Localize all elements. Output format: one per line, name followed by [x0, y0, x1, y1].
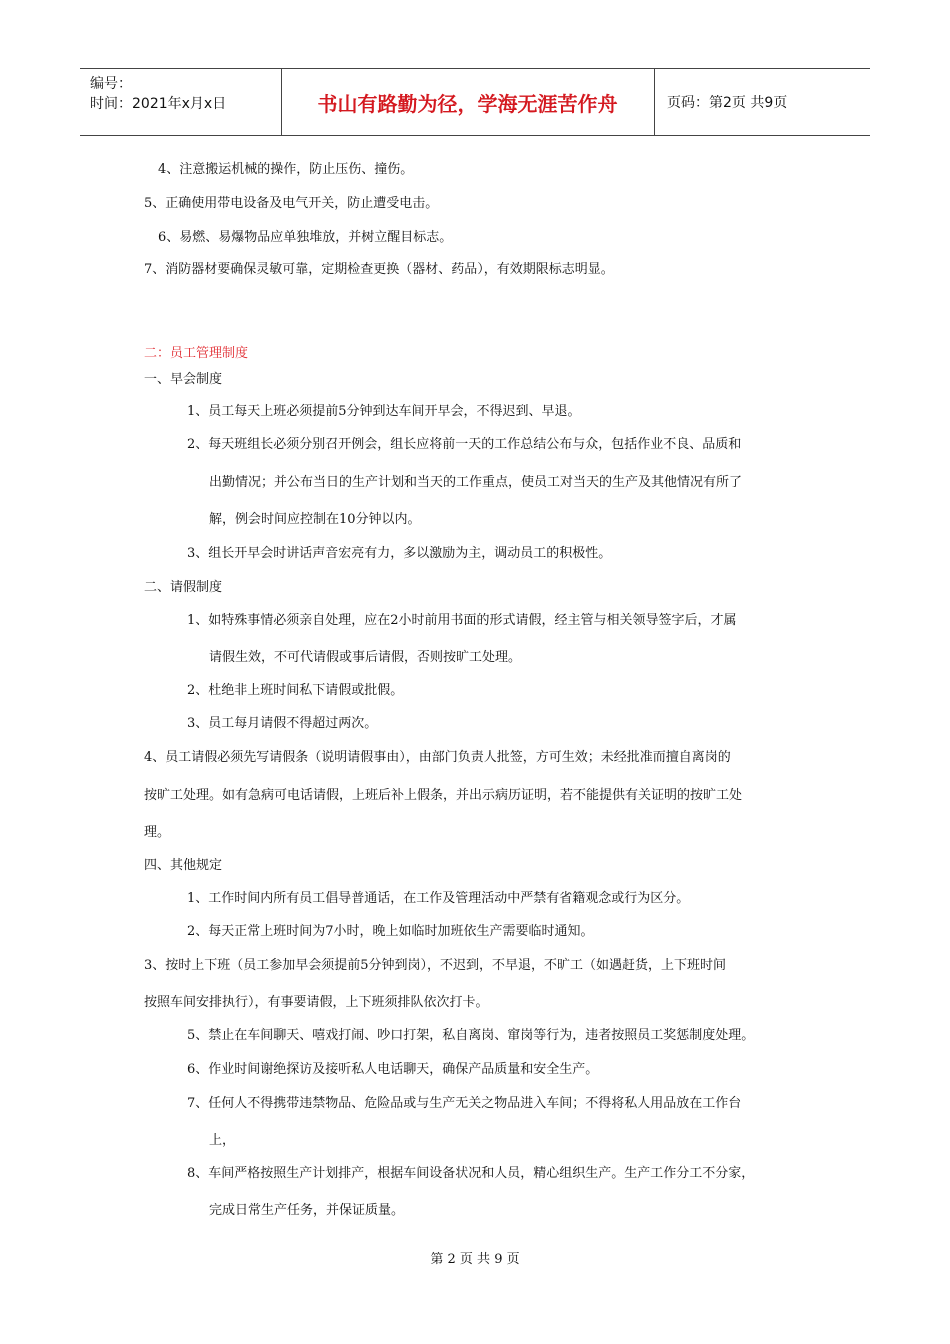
page-footer: 第 2 页 共 9 页 — [430, 1252, 520, 1267]
body-line: 3、按时上下班（员工参加早会须提前5分钟到岗），不迟到，不早退，不旷工（如遇赶货，上下班时间 — [144, 958, 727, 973]
body-line: 完成日常生产任务，并保证质量。 — [209, 1203, 405, 1218]
body-line: 理。 — [144, 825, 171, 840]
body-line: 7、消防器材要确保灵敏可靠，定期检查更换（器材、药品），有效期限标志明显。 — [144, 262, 614, 277]
header-page-code: 页码：第2页 共9页 — [667, 95, 788, 111]
body-line: 按照车间安排执行），有事要请假，上下班须排队依次打卡。 — [144, 995, 489, 1010]
body-line: 2、每天班组长必须分别召开例会，组长应将前一天的工作总结公布与众，包括作业不良、品质和 — [187, 437, 742, 452]
body-line: 2、每天正常上班时间为7小时，晚上如临时加班依生产需要临时通知。 — [187, 924, 594, 939]
section-heading: 二：员工管理制度 — [144, 346, 249, 361]
page-header — [80, 68, 870, 136]
body-line: 3、组长开早会时讲话声音宏亮有力，多以激励为主，调动员工的积极性。 — [187, 546, 612, 561]
document-number-label: 编号： — [90, 76, 132, 92]
document-time-label: 时间：2021年x月x日 — [90, 96, 227, 112]
header-motto: 书山有路勤为径，学海无涯苦作舟 — [317, 91, 618, 116]
body-line: 请假生效，不可代请假或事后请假，否则按旷工处理。 — [209, 650, 522, 665]
subsection-heading: 四、其他规定 — [144, 858, 223, 873]
header-page-cell — [655, 69, 870, 135]
body-line: 上， — [209, 1133, 236, 1148]
body-line: 2、杜绝非上班时间私下请假或批假。 — [187, 683, 404, 698]
body-line: 按旷工处理。如有急病可电话请假，上班后补上假条，并出示病历证明，若不能提供有关证明的按旷工处 — [144, 788, 743, 803]
body-line: 8、车间严格按照生产计划排产，根据车间设备状况和人员，精心组织生产。生产工作分工不分家， — [187, 1166, 755, 1181]
subsection-heading: 二、请假制度 — [144, 580, 223, 595]
body-line: 5、正确使用带电设备及电气开关，防止遭受电击。 — [144, 196, 439, 211]
body-line: 3、员工每月请假不得超过两次。 — [187, 716, 378, 731]
subsection-heading: 一、早会制度 — [144, 372, 223, 387]
body-line: 4、注意搬运机械的操作，防止压伤、撞伤。 — [158, 162, 414, 177]
body-line: 解，例会时间应控制在10分钟以内。 — [209, 512, 421, 527]
body-line: 6、作业时间谢绝探访及接听私人电话聊天，确保产品质量和安全生产。 — [187, 1062, 599, 1077]
header-left-cell — [80, 69, 282, 135]
body-line: 1、如特殊事情必须亲自处理，应在2小时前用书面的形式请假，经主管与相关领导签字后，才属 — [187, 613, 737, 628]
body-line: 5、禁止在车间聊天、嘻戏打闹、吵口打架，私自离岗、窜岗等行为，违者按照员工奖惩制度处理。 — [187, 1028, 755, 1043]
body-line: 1、工作时间内所有员工倡导普通话，在工作及管理活动中严禁有省籍观念或行为区分。 — [187, 891, 690, 906]
body-line: 7、任何人不得携带违禁物品、危险品或与生产无关之物品进入车间；不得将私人用品放在工作台 — [187, 1096, 742, 1111]
body-line: 6、易燃、易爆物品应单独堆放，并树立醒目标志。 — [158, 230, 453, 245]
body-line: 出勤情况；并公布当日的生产计划和当天的工作重点，使员工对当天的生产及其他情况有所了 — [209, 475, 743, 490]
header-motto-cell — [281, 69, 655, 135]
body-line: 4、员工请假必须先写请假条（说明请假事由），由部门负责人批签，方可生效；未经批准而擅自离岗的 — [144, 750, 731, 765]
body-line: 1、员工每天上班必须提前5分钟到达车间开早会，不得迟到、早退。 — [187, 404, 581, 419]
